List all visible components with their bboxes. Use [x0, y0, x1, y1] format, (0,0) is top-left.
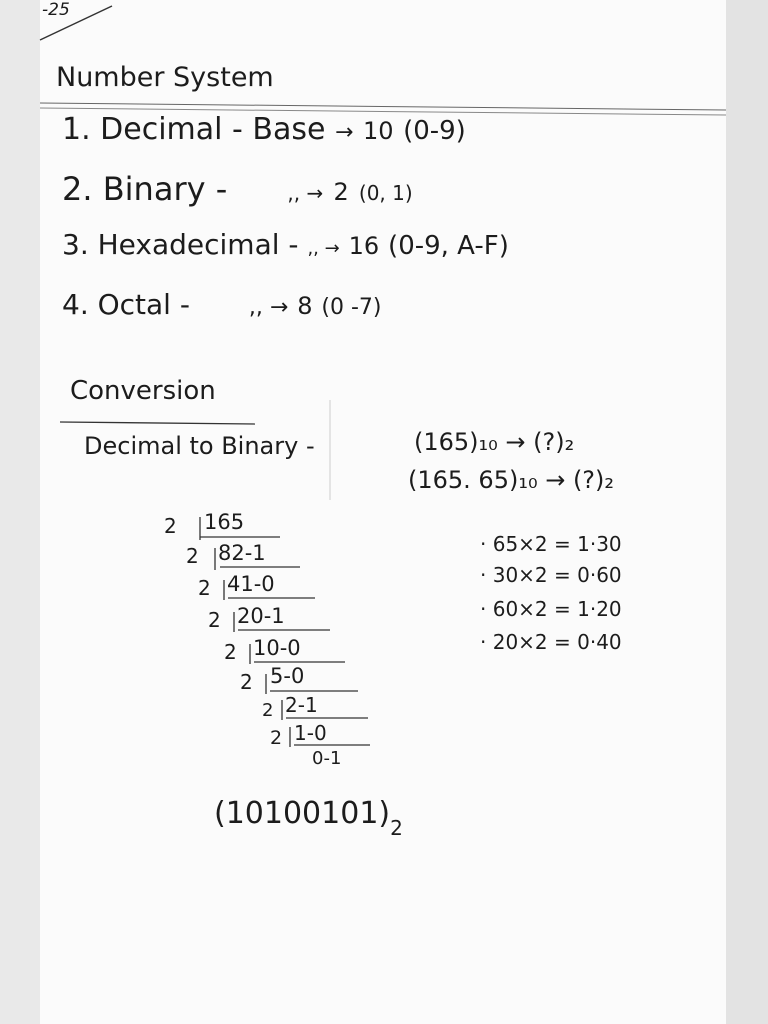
result-value: (10100101): [214, 796, 391, 831]
binary-result: [214, 796, 403, 840]
conversion-title: Conversion: [70, 376, 216, 406]
system-label: 1. Decimal - Base: [62, 112, 326, 147]
system-item-octal: [62, 288, 381, 321]
divisor: 2: [262, 700, 274, 721]
division-row: 41-0: [227, 572, 275, 596]
system-digits: (0 -7): [321, 295, 382, 320]
system-item-binary: [62, 170, 413, 208]
system-label: 2. Binary -: [62, 170, 228, 208]
division-row: 165: [204, 510, 245, 534]
system-label: 3. Hexadecimal -: [62, 228, 299, 261]
system-digits: (0-9, A-F): [388, 231, 509, 261]
division-row: 1-0: [294, 721, 327, 745]
system-digits: (0-9): [403, 116, 466, 146]
divisor: 2: [240, 670, 253, 694]
system-base: 2: [333, 178, 349, 206]
divisor: 2: [270, 727, 283, 749]
fraction-step: · 30×2 = 0·60: [480, 563, 622, 587]
divisor: 2: [164, 514, 177, 538]
arrow-glyph: ,, →: [287, 181, 324, 205]
page-heading: Number System: [56, 62, 274, 93]
corner-mark: -25: [42, 0, 70, 20]
divisor: 2: [208, 608, 221, 632]
conversion-example-fraction: (165. 65)₁₀ → (?)₂: [408, 466, 615, 494]
system-item-decimal: [62, 112, 466, 147]
fraction-step: · 20×2 = 0·40: [480, 630, 622, 654]
conversion-subtitle: Decimal to Binary -: [84, 432, 315, 460]
fraction-step: · 65×2 = 1·30: [480, 532, 622, 556]
division-row: 20-1: [237, 604, 285, 628]
arrow-glyph: ,, →: [307, 238, 340, 259]
divisor: 2: [198, 576, 211, 600]
arrow-glyph: →: [334, 120, 354, 145]
system-label: 4. Octal -: [62, 288, 190, 321]
divisor: 2: [224, 640, 237, 664]
system-base: 16: [348, 232, 380, 260]
conversion-example-integer: (165)₁₀ → (?)₂: [414, 428, 575, 456]
system-item-hexadecimal: [62, 228, 509, 261]
division-row: 82-1: [218, 541, 266, 565]
system-base: 10: [362, 117, 394, 145]
result-base: 2: [390, 816, 403, 840]
division-row: 2-1: [285, 693, 318, 717]
division-row: 10-0: [253, 636, 301, 660]
division-last: 0-1: [312, 748, 342, 769]
divisor: 2: [186, 544, 199, 568]
arrow-glyph: ,, →: [248, 295, 289, 320]
system-base: 8: [297, 292, 313, 320]
division-row: 5-0: [270, 664, 305, 688]
system-digits: (0, 1): [358, 181, 413, 205]
fraction-step: · 60×2 = 1·20: [480, 597, 622, 621]
